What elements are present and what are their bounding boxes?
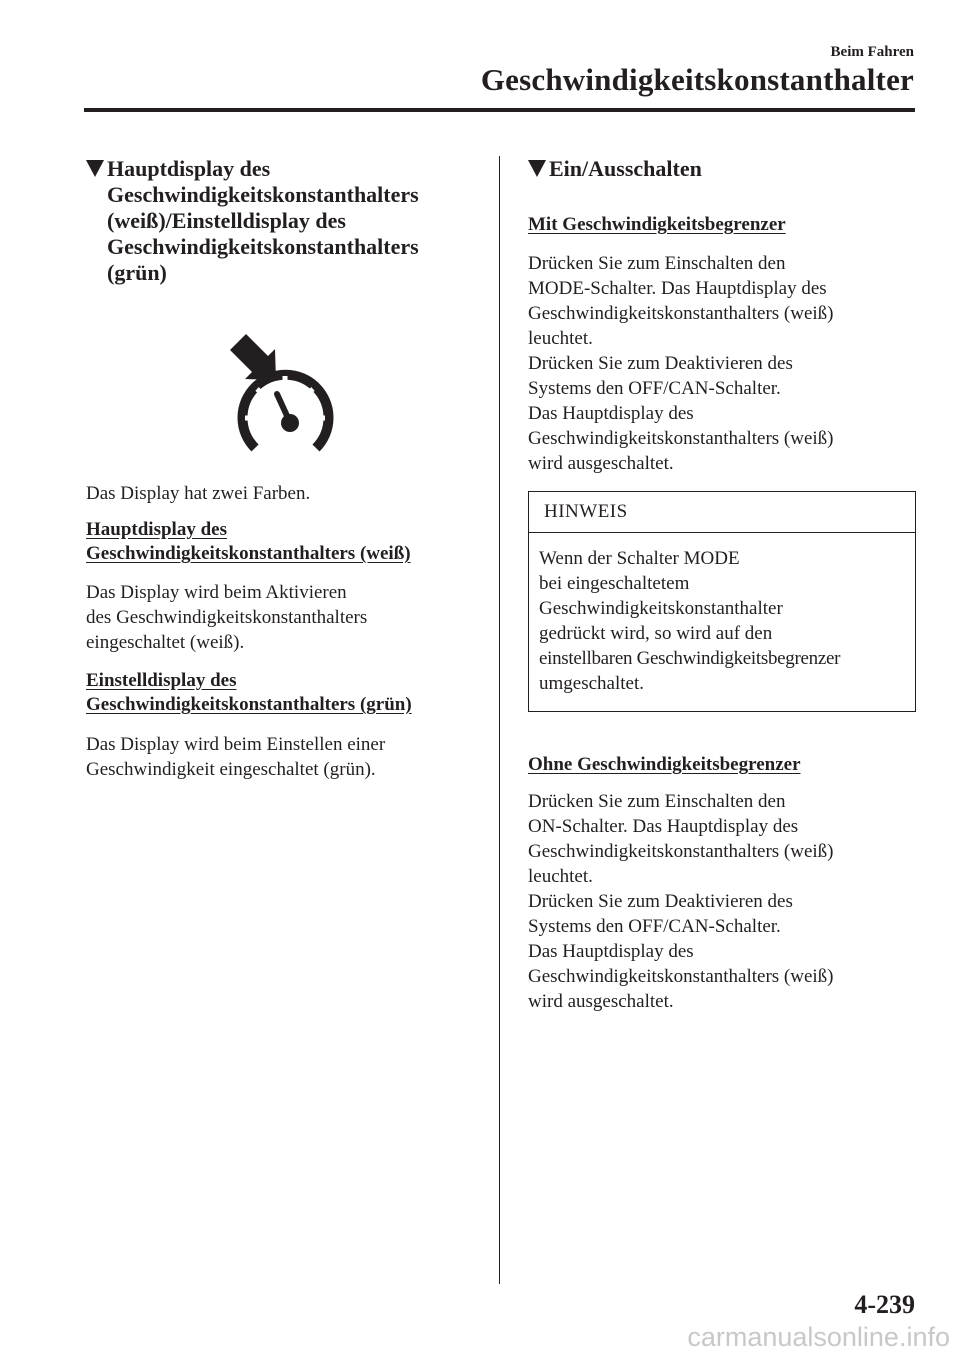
text-line: leuchtet. (528, 866, 593, 887)
text-line: Das Hauptdisplay des (528, 941, 694, 962)
text-line: MODE-Schalter. Das Hauptdisplay des (528, 278, 827, 299)
right-heading (528, 156, 918, 182)
text-line: des Geschwindigkeitskonstanthalters (86, 607, 368, 628)
subheading-line: Hauptdisplay des (86, 519, 227, 540)
text-line: Systems den OFF/CAN-Schalter. (528, 916, 781, 937)
heading-line: Hauptdisplay des (107, 156, 271, 181)
triangle-marker-icon (528, 160, 546, 177)
text-line: Das Hauptdisplay des (528, 403, 694, 424)
header-rule (84, 108, 915, 112)
text-line: Drücken Sie zum Deaktivieren des (528, 353, 793, 374)
note-label: HINWEIS (529, 492, 915, 533)
section-label: Beim Fahren (830, 44, 914, 60)
page-title: Geschwindigkeitskonstanthalter (480, 62, 914, 97)
triangle-marker-icon (86, 160, 104, 177)
heading-line: Geschwindigkeitskonstanthalters (107, 182, 419, 207)
text-line: wird ausgeschaltet. (528, 991, 674, 1012)
text-line: Geschwindigkeitskonstanthalters (weiß) (528, 303, 834, 324)
note-box (528, 491, 916, 712)
subheading-line: Geschwindigkeitskonstanthalters (grün) (86, 694, 412, 715)
cruise-control-speedometer-icon (228, 332, 338, 462)
text-line: Geschwindigkeitskonstanthalters (weiß) (528, 428, 834, 449)
page-number: 4-239 (854, 1290, 915, 1319)
heading-line: (grün) (107, 260, 167, 285)
intro-text: Das Display hat zwei Farben. (86, 483, 311, 504)
text-line: Geschwindigkeit eingeschaltet (grün). (86, 759, 376, 780)
heading-line: Geschwindigkeitskonstanthalters (107, 234, 419, 259)
without-limiter-paragraph (528, 789, 918, 1014)
with-limiter-paragraph (528, 251, 918, 476)
text-line: wird ausgeschaltet. (528, 453, 674, 474)
right-column (528, 156, 918, 1012)
subheading-without-limiter: Ohne Geschwindigkeitsbegrenzer (528, 754, 801, 775)
text-line: eingeschaltet (weiß). (86, 632, 245, 653)
text-line: leuchtet. (528, 328, 593, 349)
subheading-line: Einstelldisplay des (86, 670, 237, 691)
text-line: einstellbaren Geschwindigkeitsbegrenzer (539, 648, 841, 669)
heading-line: Ein/Ausschalten (549, 156, 702, 181)
note-body (529, 533, 915, 696)
text-line: Das Display wird beim Einstellen einer (86, 734, 386, 755)
left-column (86, 156, 476, 780)
main-display-paragraph (86, 580, 476, 655)
text-line: Wenn der Schalter MODE (539, 548, 740, 569)
subheading-main-display (86, 518, 486, 566)
subheading-line: Geschwindigkeitskonstanthalters (weiß) (86, 543, 411, 564)
text-line: gedrückt wird, so wird auf den (539, 623, 773, 644)
subheading-set-display (86, 669, 486, 717)
set-display-paragraph (86, 732, 476, 782)
left-heading (86, 156, 476, 286)
text-line: ON-Schalter. Das Hauptdisplay des (528, 816, 799, 837)
text-line: umgeschaltet. (539, 673, 644, 694)
text-line: Drücken Sie zum Deaktivieren des (528, 891, 793, 912)
text-line: Geschwindigkeitskonstanthalters (weiß) (528, 966, 834, 987)
heading-line: (weiß)/Einstelldisplay des (107, 208, 346, 233)
column-divider (499, 156, 500, 1284)
text-line: Systems den OFF/CAN-Schalter. (528, 378, 781, 399)
text-line: Drücken Sie zum Einschalten den (528, 253, 786, 274)
watermark: carmanualsonline.info (687, 1322, 950, 1352)
text-line: Drücken Sie zum Einschalten den (528, 791, 786, 812)
subheading-with-limiter: Mit Geschwindigkeitsbegrenzer (528, 214, 786, 235)
text-line: Geschwindigkeitskonstanthalters (weiß) (528, 841, 834, 862)
text-line: bei eingeschaltetem (539, 573, 690, 594)
text-line: Das Display wird beim Aktivieren (86, 582, 347, 603)
text-line: Geschwindigkeitskonstanthalter (539, 598, 783, 619)
